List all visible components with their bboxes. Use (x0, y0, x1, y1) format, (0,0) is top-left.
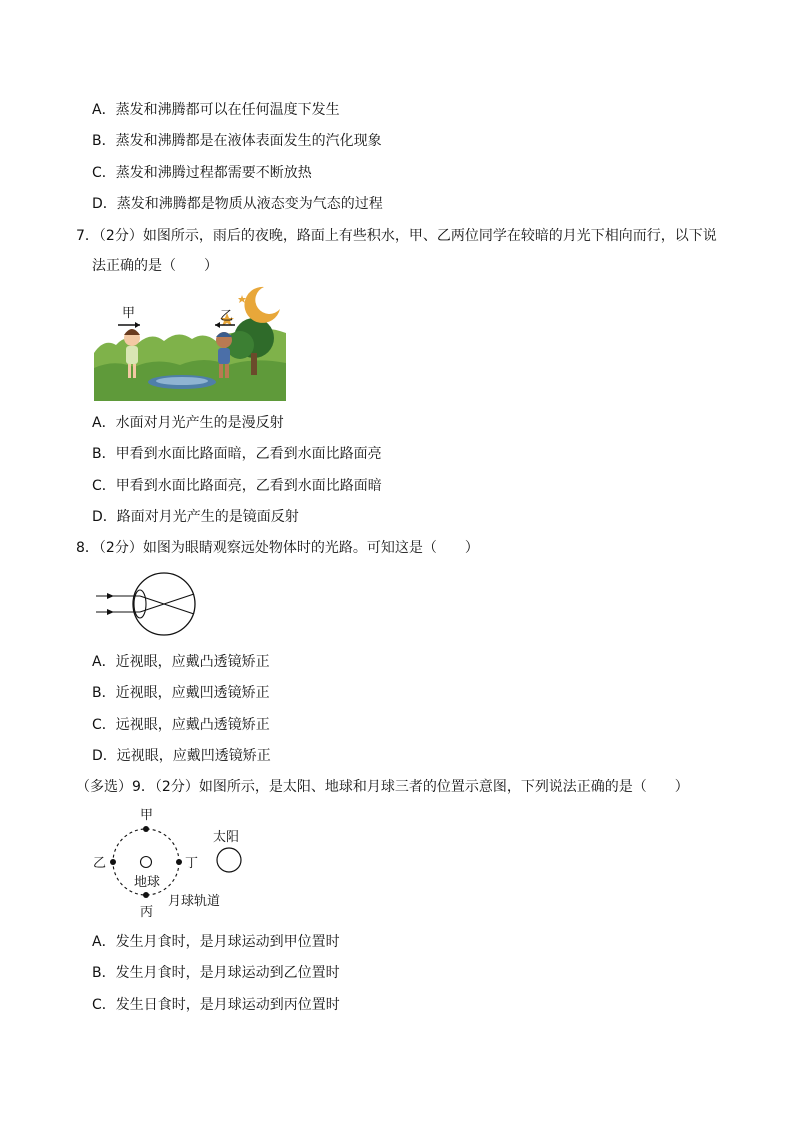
q9-label-bing: 丙 (140, 905, 154, 920)
q9-option-c: C．发生日食时，是月球运动到丙位置时 (92, 997, 340, 1013)
q6-option-c: C．蒸发和沸腾过程都需要不断放热 (92, 165, 312, 181)
q8-option-d: D．远视眼，应戴凹透镜矫正 (92, 748, 271, 764)
q6-option-a: A．蒸发和沸腾都可以在任何温度下发生 (92, 102, 340, 118)
q9-option-a: A．发生月食时，是月球运动到甲位置时 (92, 934, 340, 950)
q9-option-b: B．发生月食时，是月球运动到乙位置时 (92, 965, 340, 981)
q9-label-orbit: 月球轨道 (168, 894, 221, 909)
q7-option-a: A．水面对月光产生的是漫反射 (92, 415, 284, 431)
q8-figure-eye-diagram (92, 567, 204, 641)
q8-option-c: C．远视眼，应戴凸透镜矫正 (92, 717, 270, 733)
q7-stem-line1: 7．（2分）如图所示，雨后的夜晚，路面上有些积水，甲、乙两位同学在较暗的月光下相向而行，以下说 (76, 228, 717, 244)
q7-option-c: C．甲看到水面比路面亮，乙看到水面比路面暗 (92, 478, 382, 494)
q6-option-d: D．蒸发和沸腾都是物质从液态变为气态的过程 (92, 196, 383, 212)
q7-figure-night-scene (94, 283, 286, 401)
q9-label-earth: 地球 (134, 875, 161, 890)
q6-option-b: B．蒸发和沸腾都是在液体表面发生的汽化现象 (92, 133, 382, 149)
q9-stem: （多选）9．（2分）如图所示，是太阳、地球和月球三者的位置示意图，下列说法正确的是（ ） (76, 779, 689, 795)
q9-label-yi: 乙 (93, 856, 107, 871)
q7-label-yi: 乙 (220, 309, 234, 324)
q7-option-d: D．路面对月光产生的是镜面反射 (92, 509, 299, 525)
q7-option-b: B．甲看到水面比路面暗，乙看到水面比路面亮 (92, 446, 382, 462)
q8-stem: 8．（2分）如图为眼睛观察远处物体时的光路。可知这是（ ） (76, 540, 479, 556)
q8-option-a: A．近视眼，应戴凸透镜矫正 (92, 654, 270, 670)
q7-stem-line2: 法正确的是（ ） (92, 258, 218, 274)
q9-label-sun: 太阳 (213, 830, 240, 845)
q9-figure-sun-earth-moon (88, 804, 258, 920)
q9-label-jia: 甲 (140, 808, 154, 823)
q7-label-jia: 甲 (122, 306, 136, 321)
q8-option-b: B．近视眼，应戴凹透镜矫正 (92, 685, 270, 701)
q9-label-ding: 丁 (185, 856, 199, 871)
